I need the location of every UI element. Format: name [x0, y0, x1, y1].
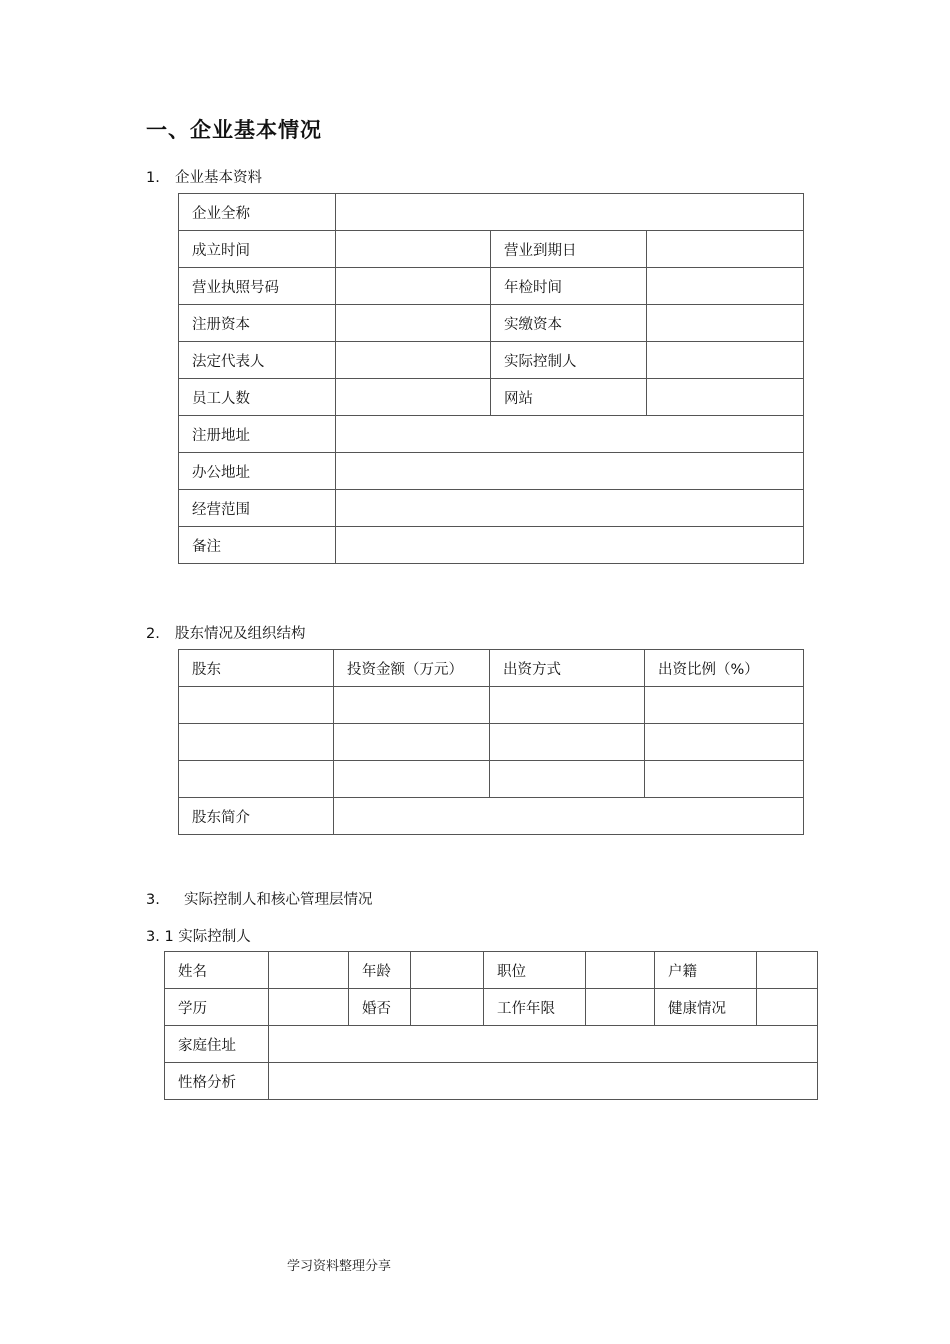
registered-capital-field[interactable]: [336, 305, 491, 342]
column-header: 股东: [179, 650, 334, 687]
table-header-row: [179, 650, 804, 687]
table-row: [179, 231, 804, 268]
contribution-ratio-cell[interactable]: [645, 724, 804, 761]
contribution-ratio-cell[interactable]: [645, 687, 804, 724]
label-cell: 家庭住址: [165, 1026, 269, 1063]
section-1-label: 企业基本资料: [175, 170, 262, 186]
actual-controller-field[interactable]: [647, 342, 804, 379]
table-row: [179, 761, 804, 798]
registered-address-field[interactable]: [336, 416, 804, 453]
label-cell: 年龄: [349, 952, 411, 989]
position-field[interactable]: [586, 952, 655, 989]
column-header: 出资方式: [490, 650, 645, 687]
label-cell: 工作年限: [484, 989, 586, 1026]
label-cell: 法定代表人: [179, 342, 336, 379]
table-row: [179, 342, 804, 379]
table-row: [165, 1026, 818, 1063]
inspection-date-field[interactable]: [647, 268, 804, 305]
table-row: [179, 453, 804, 490]
investment-amount-cell[interactable]: [334, 761, 490, 798]
contribution-method-cell[interactable]: [490, 761, 645, 798]
label-cell: 成立时间: [179, 231, 336, 268]
label-cell: 经营范围: [179, 490, 336, 527]
controller-table: [164, 951, 818, 1100]
contribution-method-cell[interactable]: [490, 687, 645, 724]
table-row: [179, 724, 804, 761]
label-cell: 企业全称: [179, 194, 336, 231]
section-2-title: [146, 622, 306, 643]
section-3-title: [146, 888, 373, 909]
page-footer: 学习资料整理分享: [287, 1259, 392, 1274]
label-cell: 注册地址: [179, 416, 336, 453]
contribution-ratio-cell[interactable]: [645, 761, 804, 798]
label-cell: 股东简介: [179, 798, 334, 835]
office-address-field[interactable]: [336, 453, 804, 490]
table-row: [179, 798, 804, 835]
household-registration-field[interactable]: [757, 952, 818, 989]
table-row: [179, 527, 804, 564]
shareholder-table: [178, 649, 804, 835]
shareholder-cell[interactable]: [179, 724, 334, 761]
table-row: [179, 687, 804, 724]
investment-amount-cell[interactable]: [334, 724, 490, 761]
section-2-label: 股东情况及组织结构: [175, 626, 306, 642]
health-status-field[interactable]: [757, 989, 818, 1026]
page-heading: 一、企业基本情况: [146, 118, 322, 142]
remarks-field[interactable]: [336, 527, 804, 564]
table-row: [165, 952, 818, 989]
column-header: 出资比例（%）: [645, 650, 804, 687]
label-cell: 姓名: [165, 952, 269, 989]
subsection-3-1-title: 3. 1 实际控制人: [146, 929, 251, 945]
label-cell: 员工人数: [179, 379, 336, 416]
section-3-label: 实际控制人和核心管理层情况: [184, 892, 373, 908]
paid-capital-field[interactable]: [647, 305, 804, 342]
employee-count-field[interactable]: [336, 379, 491, 416]
table-row: [179, 379, 804, 416]
name-field[interactable]: [269, 952, 349, 989]
section-3-number: 3.: [146, 892, 160, 908]
table-row: [179, 194, 804, 231]
business-scope-field[interactable]: [336, 490, 804, 527]
label-cell: 实缴资本: [491, 305, 647, 342]
label-cell: 年检时间: [491, 268, 647, 305]
education-field[interactable]: [269, 989, 349, 1026]
label-cell: 营业到期日: [491, 231, 647, 268]
company-name-field[interactable]: [336, 194, 804, 231]
label-cell: 婚否: [349, 989, 411, 1026]
table-row: [165, 1063, 818, 1100]
home-address-field[interactable]: [269, 1026, 818, 1063]
marital-status-field[interactable]: [411, 989, 484, 1026]
founding-date-field[interactable]: [336, 231, 491, 268]
shareholder-intro-field[interactable]: [334, 798, 804, 835]
expiry-date-field[interactable]: [647, 231, 804, 268]
contribution-method-cell[interactable]: [490, 724, 645, 761]
label-cell: 注册资本: [179, 305, 336, 342]
shareholder-cell[interactable]: [179, 761, 334, 798]
label-cell: 网站: [491, 379, 647, 416]
work-years-field[interactable]: [586, 989, 655, 1026]
label-cell: 健康情况: [655, 989, 757, 1026]
table-row: [165, 989, 818, 1026]
label-cell: 户籍: [655, 952, 757, 989]
label-cell: 备注: [179, 527, 336, 564]
section-2-number: 2.: [146, 626, 160, 642]
website-field[interactable]: [647, 379, 804, 416]
table-row: [179, 268, 804, 305]
shareholder-cell[interactable]: [179, 687, 334, 724]
section-1-title: [146, 166, 262, 187]
license-number-field[interactable]: [336, 268, 491, 305]
table-row: [179, 490, 804, 527]
label-cell: 职位: [484, 952, 586, 989]
age-field[interactable]: [411, 952, 484, 989]
table-row: [179, 416, 804, 453]
table-row: [179, 305, 804, 342]
legal-representative-field[interactable]: [336, 342, 491, 379]
label-cell: 办公地址: [179, 453, 336, 490]
label-cell: 性格分析: [165, 1063, 269, 1100]
personality-analysis-field[interactable]: [269, 1063, 818, 1100]
label-cell: 实际控制人: [491, 342, 647, 379]
label-cell: 营业执照号码: [179, 268, 336, 305]
column-header: 投资金额（万元）: [334, 650, 490, 687]
section-1-number: 1.: [146, 170, 160, 186]
investment-amount-cell[interactable]: [334, 687, 490, 724]
label-cell: 学历: [165, 989, 269, 1026]
company-info-table: [178, 193, 804, 564]
